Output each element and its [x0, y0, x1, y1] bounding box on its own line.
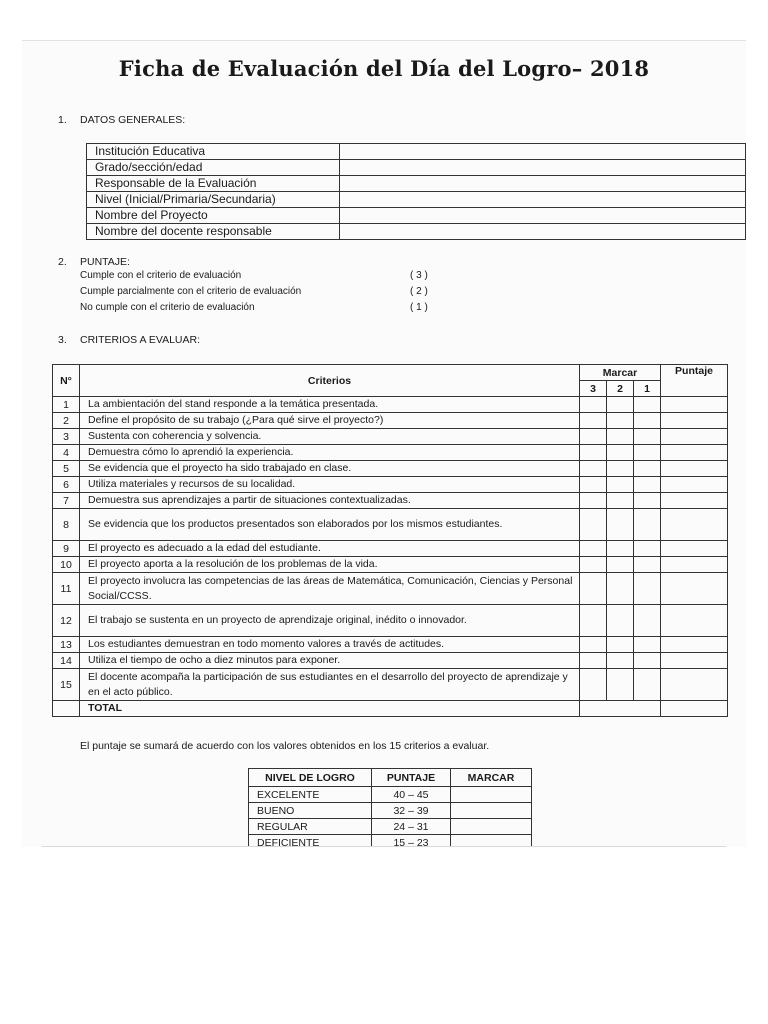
section-number: 1. — [58, 114, 67, 126]
section-label: CRITERIOS A EVALUAR: — [80, 334, 201, 346]
general-row-value-field[interactable] — [340, 176, 746, 192]
mark-cell-3[interactable] — [580, 605, 607, 637]
mark-cell-1[interactable] — [634, 557, 661, 573]
criteria-row — [53, 669, 728, 701]
general-row-label: Nombre del Proyecto — [87, 208, 340, 224]
criteria-text: El docente acompaña la participación de sus estudiantes en el desarrollo del proyecto de aprendizaje y en el acto público. — [80, 669, 580, 701]
puntaje-cell[interactable] — [661, 477, 728, 493]
criteria-text: Utiliza materiales y recursos de su localidad. — [80, 477, 580, 493]
mark-cell-3[interactable] — [580, 493, 607, 509]
mark-cell-3[interactable] — [580, 557, 607, 573]
mark-cell-2[interactable] — [607, 413, 634, 429]
section-number: 3. — [58, 334, 67, 346]
criteria-row — [53, 637, 728, 653]
level-name: DEFICIENTE — [249, 835, 372, 847]
section-label: PUNTAJE: — [80, 256, 130, 268]
mark-cell-3[interactable] — [580, 509, 607, 541]
criteria-number: 7 — [53, 493, 80, 509]
general-row-value-field[interactable] — [340, 224, 746, 240]
score-row-value: ( 1 ) — [410, 302, 428, 313]
level-mark-cell[interactable] — [451, 787, 532, 803]
mark-cell-2[interactable] — [607, 605, 634, 637]
score-row-text: Cumple con el criterio de evaluación — [80, 270, 242, 281]
score-row-text: Cumple parcialmente con el criterio de evaluación — [80, 286, 302, 297]
mark-cell-1[interactable] — [634, 541, 661, 557]
general-row-value-field[interactable] — [340, 192, 746, 208]
criteria-row — [53, 509, 728, 541]
criteria-row — [53, 429, 728, 445]
general-row — [87, 160, 746, 176]
score-row-value: ( 3 ) — [410, 270, 428, 281]
criteria-text: La ambientación del stand responde a la temática presentada. — [80, 397, 580, 413]
mark-cell-3[interactable] — [580, 477, 607, 493]
mark-cell-2[interactable] — [607, 477, 634, 493]
col-header-mark-2: 2 — [607, 381, 634, 397]
mark-cell-3[interactable] — [580, 461, 607, 477]
mark-cell-3[interactable] — [580, 637, 607, 653]
criteria-number: 2 — [53, 413, 80, 429]
mark-cell-2[interactable] — [607, 429, 634, 445]
mark-cell-1[interactable] — [634, 493, 661, 509]
col-header-puntaje: Puntaje — [661, 365, 728, 397]
general-row-label: Grado/sección/edad — [87, 160, 340, 176]
document-title: Ficha de Evaluación del Día del Logro– 2018 — [118, 56, 650, 81]
general-row-label: Responsable de la Evaluación — [87, 176, 340, 192]
col-header-number: N° — [53, 365, 80, 397]
criteria-number: 1 — [53, 397, 80, 413]
level-range: 32 – 39 — [372, 803, 451, 819]
puntaje-cell[interactable] — [661, 541, 728, 557]
col-header-criterios: Criterios — [80, 365, 580, 397]
level-row — [249, 819, 532, 835]
mark-cell-3[interactable] — [580, 573, 607, 605]
mark-cell-1[interactable] — [634, 637, 661, 653]
mark-cell-2[interactable] — [607, 637, 634, 653]
level-range: 40 – 45 — [372, 787, 451, 803]
section-general-heading — [58, 114, 185, 126]
mark-cell-2[interactable] — [607, 557, 634, 573]
general-row-value-field[interactable] — [340, 160, 746, 176]
criteria-table — [52, 364, 728, 717]
mark-cell-2[interactable] — [607, 573, 634, 605]
criteria-row — [53, 557, 728, 573]
mark-cell-3[interactable] — [580, 653, 607, 669]
criteria-text: Se evidencia que el proyecto ha sido trabajado en clase. — [80, 461, 580, 477]
level-mark-cell[interactable] — [451, 819, 532, 835]
puntaje-cell[interactable] — [661, 509, 728, 541]
page-edge — [42, 846, 726, 857]
puntaje-cell[interactable] — [661, 413, 728, 429]
mark-cell-3[interactable] — [580, 445, 607, 461]
criteria-number: 15 — [53, 669, 80, 701]
criteria-row — [53, 413, 728, 429]
level-range: 24 – 31 — [372, 819, 451, 835]
puntaje-cell[interactable] — [661, 445, 728, 461]
level-row — [249, 835, 532, 847]
mark-cell-2[interactable] — [607, 653, 634, 669]
puntaje-cell[interactable] — [661, 429, 728, 445]
score-row — [80, 302, 428, 313]
criteria-text: Demuestra sus aprendizajes a partir de situaciones contextualizadas. — [80, 493, 580, 509]
criteria-row — [53, 461, 728, 477]
criteria-number: 5 — [53, 461, 80, 477]
puntaje-cell[interactable] — [661, 557, 728, 573]
mark-cell-2[interactable] — [607, 541, 634, 557]
level-mark-cell[interactable] — [451, 835, 532, 847]
col-header-marcar-nivel: MARCAR — [451, 769, 532, 787]
criteria-number: 3 — [53, 429, 80, 445]
criteria-row — [53, 653, 728, 669]
total-row — [53, 701, 728, 717]
score-row — [80, 286, 428, 297]
level-row — [249, 803, 532, 819]
mark-cell-2[interactable] — [607, 509, 634, 541]
mark-cell-3[interactable] — [580, 429, 607, 445]
general-row — [87, 176, 746, 192]
score-row-value: ( 2 ) — [410, 286, 428, 297]
mark-cell-1[interactable] — [634, 413, 661, 429]
criteria-number: 8 — [53, 509, 80, 541]
criteria-text: Utiliza el tiempo de ocho a diez minutos para exponer. — [80, 653, 580, 669]
section-label: DATOS GENERALES: — [80, 114, 186, 126]
mark-cell-2[interactable] — [607, 669, 634, 701]
criteria-number: 11 — [53, 573, 80, 605]
criteria-text: El trabajo se sustenta en un proyecto de aprendizaje original, inédito o innovador. — [80, 605, 580, 637]
puntaje-cell[interactable] — [661, 573, 728, 605]
general-row — [87, 208, 746, 224]
puntaje-cell[interactable] — [661, 669, 728, 701]
criteria-text: El proyecto involucra las competencias de las áreas de Matemática, Comunicación, Ciencias y Personal Social/CCSS. — [80, 573, 580, 605]
criteria-row — [53, 541, 728, 557]
puntaje-cell[interactable] — [661, 653, 728, 669]
criteria-text: Define el propósito de su trabajo (¿Para qué sirve el proyecto?) — [80, 413, 580, 429]
mark-cell-3[interactable] — [580, 669, 607, 701]
level-mark-cell[interactable] — [451, 803, 532, 819]
achievement-levels-table — [248, 768, 532, 846]
section-criteria-heading — [58, 334, 200, 346]
mark-cell-2[interactable] — [607, 397, 634, 413]
puntaje-cell[interactable] — [661, 605, 728, 637]
total-number-cell — [53, 701, 80, 717]
total-label: TOTAL — [80, 701, 580, 717]
section-score-heading — [58, 256, 130, 268]
criteria-row — [53, 493, 728, 509]
mark-cell-1[interactable] — [634, 429, 661, 445]
mark-cell-2[interactable] — [607, 493, 634, 509]
mark-cell-1[interactable] — [634, 477, 661, 493]
mark-cell-1[interactable] — [634, 397, 661, 413]
puntaje-cell[interactable] — [661, 461, 728, 477]
col-header-nivel: NIVEL DE LOGRO — [249, 769, 372, 787]
criteria-row — [53, 573, 728, 605]
general-row — [87, 192, 746, 208]
mark-cell-2[interactable] — [607, 461, 634, 477]
col-header-puntaje-nivel: PUNTAJE — [372, 769, 451, 787]
criteria-number: 12 — [53, 605, 80, 637]
criteria-row — [53, 397, 728, 413]
col-header-mark-1: 1 — [634, 381, 661, 397]
criteria-number: 9 — [53, 541, 80, 557]
section-number: 2. — [58, 256, 67, 268]
general-row-label: Nombre del docente responsable — [87, 224, 340, 240]
criteria-number: 4 — [53, 445, 80, 461]
general-row-label: Institución Educativa — [87, 144, 340, 160]
mark-cell-1[interactable] — [634, 445, 661, 461]
criteria-number: 6 — [53, 477, 80, 493]
mark-cell-3[interactable] — [580, 541, 607, 557]
criteria-text: Los estudiantes demuestran en todo momento valores a través de actitudes. — [80, 637, 580, 653]
level-name: BUENO — [249, 803, 372, 819]
criteria-text: Se evidencia que los productos presentados son elaborados por los mismos estudiantes. — [80, 509, 580, 541]
level-row — [249, 787, 532, 803]
levels-table-clip — [248, 768, 538, 846]
puntaje-cell[interactable] — [661, 493, 728, 509]
total-puntaje-cell[interactable] — [661, 701, 728, 717]
level-name: EXCELENTE — [249, 787, 372, 803]
criteria-text: Demuestra cómo lo aprendió la experiencia. — [80, 445, 580, 461]
general-row-value-field[interactable] — [340, 208, 746, 224]
general-row-label: Nivel (Inicial/Primaria/Secundaria) — [87, 192, 340, 208]
score-row — [80, 270, 428, 281]
mark-cell-1[interactable] — [634, 573, 661, 605]
general-row-value-field[interactable] — [340, 144, 746, 160]
criteria-text: El proyecto es adecuado a la edad del estudiante. — [80, 541, 580, 557]
criteria-text: El proyecto aporta a la resolución de los problemas de la vida. — [80, 557, 580, 573]
total-mark-cell[interactable] — [580, 701, 661, 717]
criteria-row — [53, 605, 728, 637]
level-name: REGULAR — [249, 819, 372, 835]
mark-cell-1[interactable] — [634, 461, 661, 477]
mark-cell-1[interactable] — [634, 653, 661, 669]
col-header-marcar: Marcar — [580, 365, 661, 381]
criteria-number: 13 — [53, 637, 80, 653]
criteria-row — [53, 477, 728, 493]
puntaje-cell[interactable] — [661, 397, 728, 413]
criteria-text: Sustenta con coherencia y solvencia. — [80, 429, 580, 445]
criteria-number: 14 — [53, 653, 80, 669]
mark-cell-3[interactable] — [580, 397, 607, 413]
score-row-text: No cumple con el criterio de evaluación — [80, 302, 255, 313]
mark-cell-3[interactable] — [580, 413, 607, 429]
mark-cell-1[interactable] — [634, 605, 661, 637]
puntaje-cell[interactable] — [661, 637, 728, 653]
criteria-number: 10 — [53, 557, 80, 573]
mark-cell-2[interactable] — [607, 445, 634, 461]
mark-cell-1[interactable] — [634, 669, 661, 701]
general-row — [87, 224, 746, 240]
score-note: El puntaje se sumará de acuerdo con los valores obtenidos en los 15 criterios a evaluar. — [80, 740, 490, 752]
mark-cell-1[interactable] — [634, 509, 661, 541]
level-range: 15 – 23 — [372, 835, 451, 847]
general-data-table — [86, 143, 746, 240]
criteria-row — [53, 445, 728, 461]
general-row — [87, 144, 746, 160]
col-header-mark-3: 3 — [580, 381, 607, 397]
